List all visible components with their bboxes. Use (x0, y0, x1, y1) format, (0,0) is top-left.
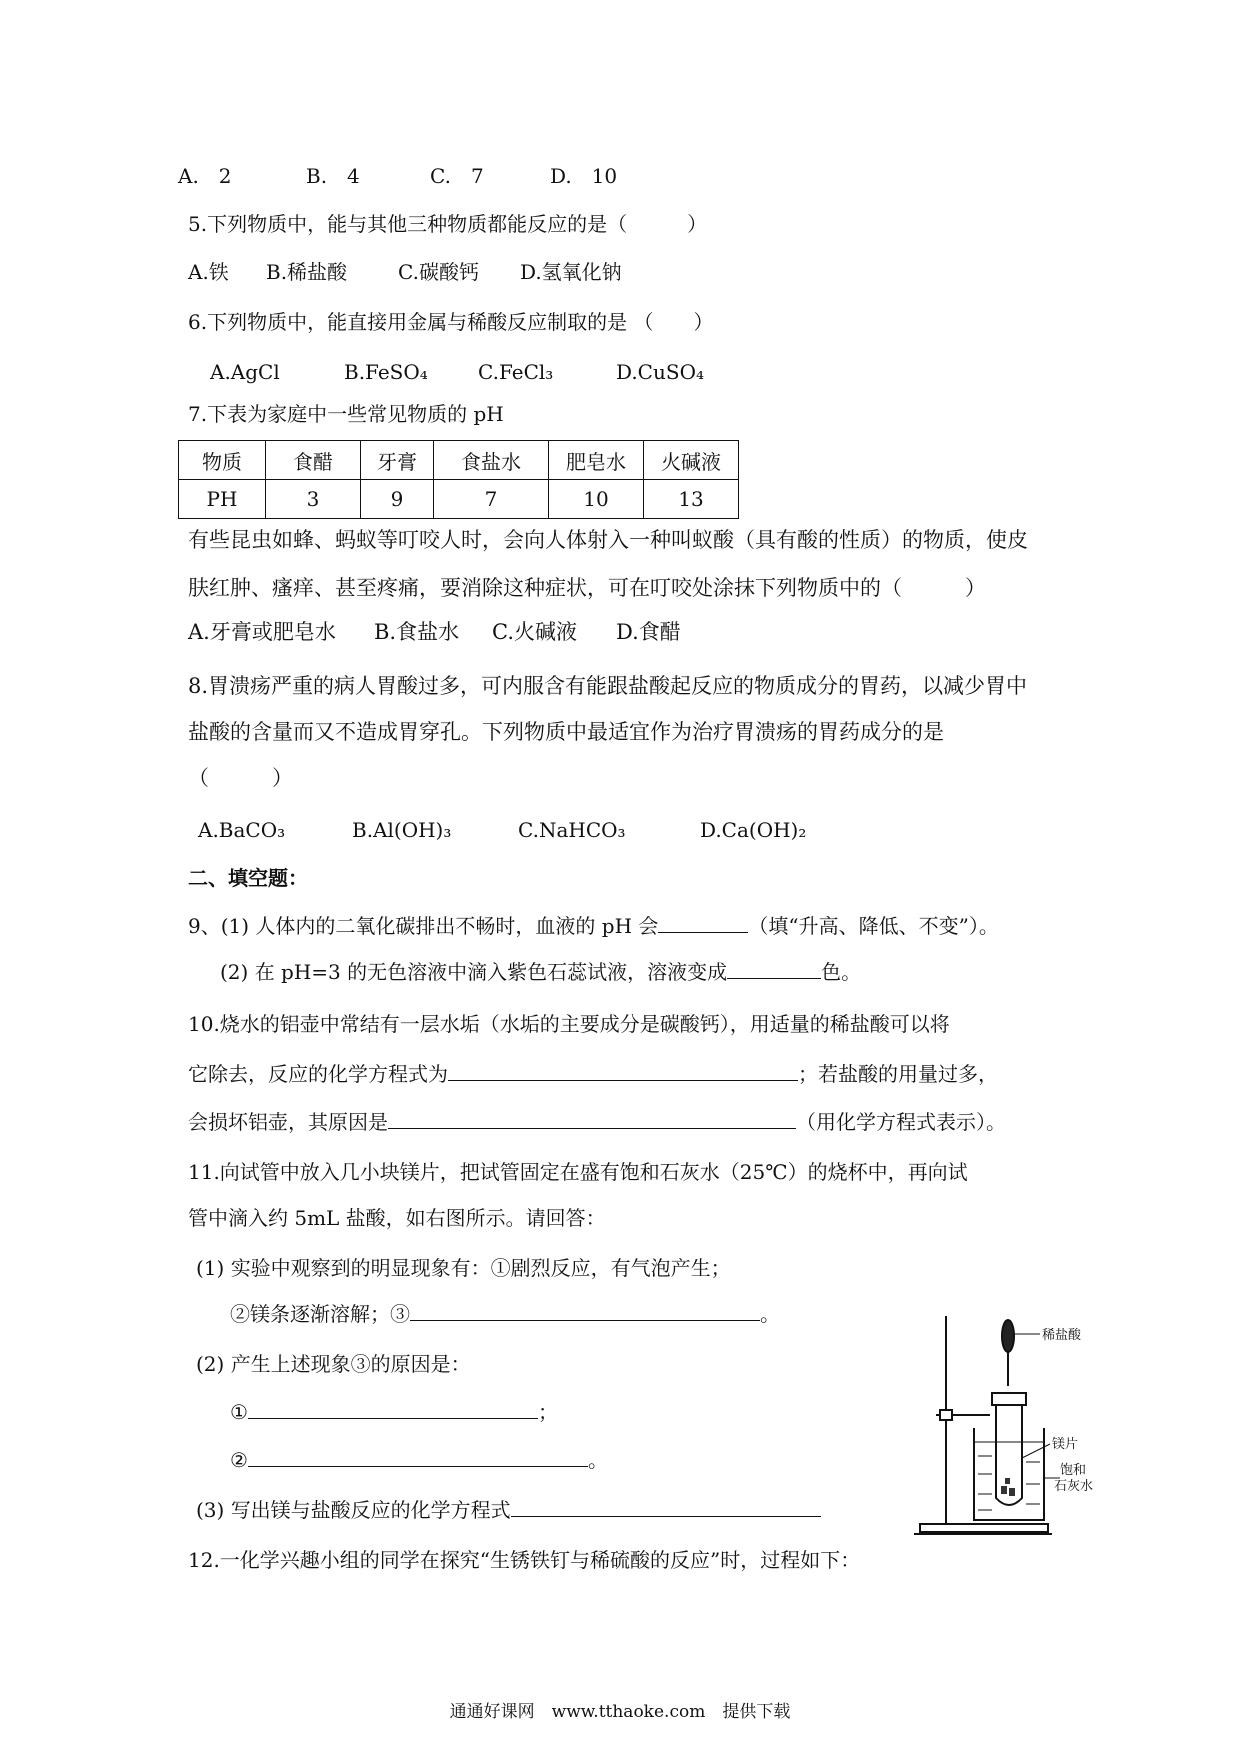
table-cell: 火碱液 (644, 441, 739, 480)
answer-blank[interactable] (658, 914, 748, 933)
q6-stem: 6.下列物质中，能直接用金属与稀酸反应制取的是 （ ） (188, 310, 714, 334)
table-cell: PH (179, 480, 266, 519)
label-limewater: 石灰水 (1054, 1479, 1094, 1494)
answer-blank[interactable] (388, 1110, 796, 1129)
answer-blank[interactable] (410, 1302, 760, 1321)
q11-reason-1 (230, 1400, 558, 1424)
q10-text-line2 (188, 1062, 998, 1086)
magnesium-pieces (1001, 1478, 1015, 1496)
q11-reason-1-end: ； (537, 1400, 558, 1424)
table-cell: 10 (549, 480, 644, 519)
table-row (179, 480, 739, 519)
answer-blank[interactable] (248, 1448, 588, 1467)
table-cell: 食醋 (266, 441, 361, 480)
test-tube-mouth (992, 1393, 1026, 1405)
q8-option-d: D.Ca(OH)₂ (700, 818, 807, 842)
label-acid: 稀盐酸 (1042, 1328, 1082, 1343)
q5-stem: 5.下列物质中，能与其他三种物质都能反应的是（ ） (188, 212, 708, 236)
q6-option-c: C.FeCl₃ (478, 360, 554, 384)
table-cell: 肥皂水 (549, 441, 644, 480)
q11-part2: (2) 产生上述现象③的原因是： (196, 1352, 471, 1376)
q9-part2 (220, 960, 861, 984)
ph-table (178, 440, 739, 519)
q11-part1-cont-text: ②镁条逐渐溶解；③ (230, 1302, 410, 1326)
q9-part1-suffix: （填“升高、降低、不变”）。 (748, 914, 999, 938)
q8-option-c: C.NaHCO₃ (518, 818, 626, 842)
label-magnesium: 镁片 (1052, 1437, 1079, 1452)
q6-option-b: B.FeSO₄ (344, 360, 428, 384)
q12-text-line1: 12.一化学兴趣小组的同学在探究“生锈铁钉与稀硫酸的反应”时，过程如下： (188, 1548, 861, 1572)
q5-option-c: C.碳酸钙 (398, 260, 479, 284)
q9-part2-suffix: 色。 (821, 960, 862, 984)
q7-text-line1: 有些昆虫如蜂、蚂蚁等叮咬人时，会向人体射入一种叫蚁酸（具有酸的性质）的物质，使皮 (188, 528, 1028, 552)
table-cell: 7 (434, 480, 549, 519)
q10-text-line2-start: 它除去，反应的化学方程式为 (188, 1062, 448, 1086)
table-header-row (179, 441, 739, 480)
q11-reason-1-label: ① (230, 1400, 248, 1424)
q9-part1-text: 9、(1) 人体内的二氧化碳排出不畅时，血液的 pH 会 (188, 914, 659, 938)
answer-blank[interactable] (448, 1062, 798, 1081)
table-cell: 9 (361, 480, 434, 519)
q6-option-a: A.AgCl (210, 360, 280, 384)
table-cell: 3 (266, 480, 361, 519)
q11-reason-2 (230, 1448, 608, 1472)
q4-option-d: D. 10 (550, 164, 618, 188)
q10-text-line2-end: ；若盐酸的用量过多， (798, 1062, 998, 1086)
q7-option-d: D.食醋 (616, 620, 681, 644)
q8-text-line2: 盐酸的含量而又不造成胃穿孔。下列物质中最适宜作为治疗胃溃疡的胃药成分的是 (188, 720, 944, 744)
q7-option-a: A.牙膏或肥皂水 (188, 620, 336, 644)
q7-text-line2: 肤红肿、瘙痒、甚至疼痛，要消除这种症状，可在叮咬处涂抹下列物质中的（ ） (188, 576, 986, 600)
q5-option-d: D.氢氧化钠 (520, 260, 622, 284)
q9-part2-text: (2) 在 pH=3 的无色溶液中滴入紫色石蕊试液，溶液变成 (220, 960, 728, 984)
table-cell: 食盐水 (434, 441, 549, 480)
q10-text-line3-end: （用化学方程式表示）。 (796, 1110, 1006, 1134)
q11-text-line2: 管中滴入约 5mL 盐酸，如右图所示。请回答： (188, 1206, 606, 1230)
page-footer: 通通好课网 www.tthaoke.com 提供下载 (449, 1702, 791, 1722)
table-cell: 物质 (179, 441, 266, 480)
answer-blank[interactable] (511, 1498, 821, 1517)
q4-option-b: B. 4 (306, 164, 360, 188)
q11-part3-text: (3) 写出镁与盐酸反应的化学方程式 (196, 1498, 511, 1522)
q11-part1-cont (230, 1302, 780, 1326)
mg-pointer (1022, 1444, 1050, 1458)
q7-option-c: C.火碱液 (492, 620, 577, 644)
q4-option-c: C. 7 (430, 164, 484, 188)
q10-text-line3-start: 会损坏铝壶，其原因是 (188, 1110, 388, 1134)
q11-text-line1: 11.向试管中放入几小块镁片，把试管固定在盛有饱和石灰水（25℃）的烧杯中，再向试 (188, 1160, 968, 1184)
q7-option-b: B.食盐水 (374, 620, 460, 644)
q11-part1: (1) 实验中观察到的明显现象有：①剧烈反应，有气泡产生； (196, 1256, 731, 1280)
apparatus-figure (910, 1298, 1100, 1538)
q4-option-a: A. 2 (178, 164, 232, 188)
q8-option-b: B.Al(OH)₃ (352, 818, 452, 842)
section-heading: 二、填空题： (188, 866, 308, 890)
table-cell: 13 (644, 480, 739, 519)
q11-part3 (196, 1498, 821, 1522)
q10-text-line1: 10.烧水的铝壶中常结有一层水垢（水垢的主要成分是碳酸钙），用适量的稀盐酸可以将 (188, 1012, 950, 1036)
q11-reason-2-end: 。 (587, 1448, 608, 1472)
q10-text-line3 (188, 1110, 1006, 1134)
stand-base (920, 1524, 1048, 1532)
label-saturated: 饱和 (1060, 1463, 1087, 1478)
answer-blank[interactable] (248, 1400, 538, 1419)
q9-part1 (188, 914, 999, 938)
q6-option-d: D.CuSO₄ (616, 360, 704, 384)
q11-part1-cont-end: 。 (760, 1302, 780, 1326)
q8-text-line3: （ ） (188, 766, 293, 790)
q5-option-b: B.稀盐酸 (266, 260, 348, 284)
q5-option-a: A.铁 (188, 260, 229, 284)
clamp-boss (940, 1410, 952, 1420)
table-cell: 牙膏 (361, 441, 434, 480)
dropper-bulb (1002, 1320, 1014, 1352)
q11-reason-2-label: ② (230, 1448, 248, 1472)
q8-text-line1: 8.胃溃疡严重的病人胃酸过多，可内服含有能跟盐酸起反应的物质成分的胃药，以减少胃中 (188, 674, 1028, 698)
q8-option-a: A.BaCO₃ (198, 818, 286, 842)
q7-stem: 7.下表为家庭中一些常见物质的 pH (188, 402, 504, 426)
answer-blank[interactable] (727, 960, 821, 979)
